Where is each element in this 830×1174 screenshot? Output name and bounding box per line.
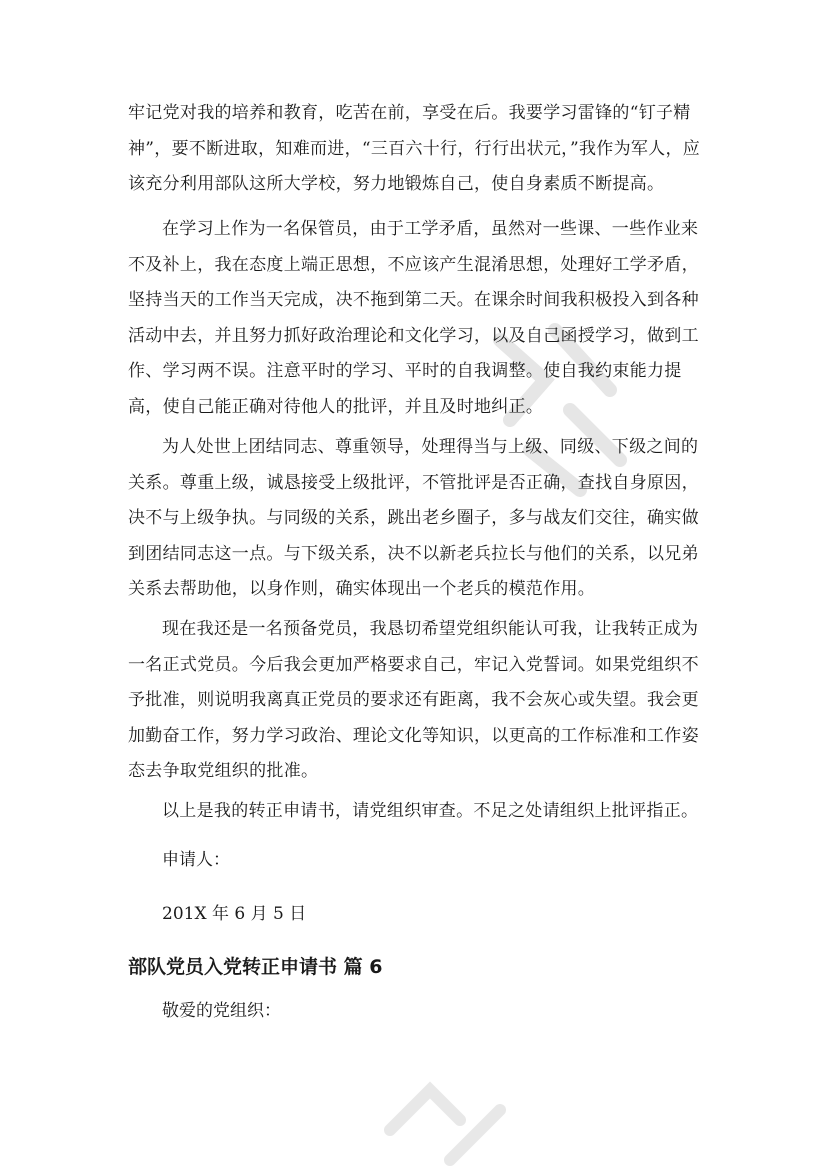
watermark-stamp-bottom: [380, 1060, 520, 1174]
paragraph-relations: 为人处世上团结同志、尊重领导，处理得当与上级、同级、下级之间的关系。尊重上级，诚恳接受上级批评，不管批评是否正确，查找自身原因，决不与上级争执。与同级的关系，跳出老乡圈子，多与战友们交往，确实做到团结同志这一点。与下级关系，决不以新老兵拉长与他们的关系，以兄弟关系去帮助他，以身作则，确实体现出一个老兵的模范作用。: [128, 437, 699, 599]
applicant-label: 申请人：: [162, 850, 230, 870]
paragraph-probationary: 现在我还是一名预备党员，我恳切希望党组织能认可我，让我转正成为一名正式党员。今后我会更加严格要求自己，牢记入党誓词。如果党组织不予批准，则说明我离真正党员的要求还有距离，我不会灰心或失望。我会更加勤奋工作，努力学习政治、理论文化等知识，以更高的工作标准和工作姿态去争取党组织的批准。: [128, 619, 699, 781]
paragraph-closing: 以上是我的转正申请书，请党组织审查。不足之处请组织上批评指正。: [162, 801, 699, 821]
salutation: 敬爱的党组织：: [162, 1001, 281, 1021]
section-heading: 部队党员入党转正申请书 篇 6: [128, 956, 383, 978]
paragraph-commitment: 牢记党对我的培养和教育，吃苦在前，享受在后。我要学习雷锋的“钉子精神”，要不断进取，知难而进，“三百六十行，行行出状元，”我作为军人，应该充分利用部队这所大学校，努力地锻炼自己，使自身素质不断提高。: [128, 103, 701, 194]
application-date: 201X 年 6 月 5 日: [162, 904, 307, 924]
paragraph-study: 在学习上作为一名保管员，由于工学矛盾，虽然对一些课、一些作业来不及补上，我在态度上端正思想，不应该产生混淆思想，处理好工学矛盾，坚持当天的工作当天完成，决不拖到第二天。在课余时间我积极投入到各种活动中去，并且努力抓好政治理论和文化学习，以及自己函授学习，做到工作、学习两不误。注意平时的学习、平时的自我调整。使自我约束能力提高，使自己能正确对待他人的批评，并且及时地纠正。: [128, 219, 699, 417]
